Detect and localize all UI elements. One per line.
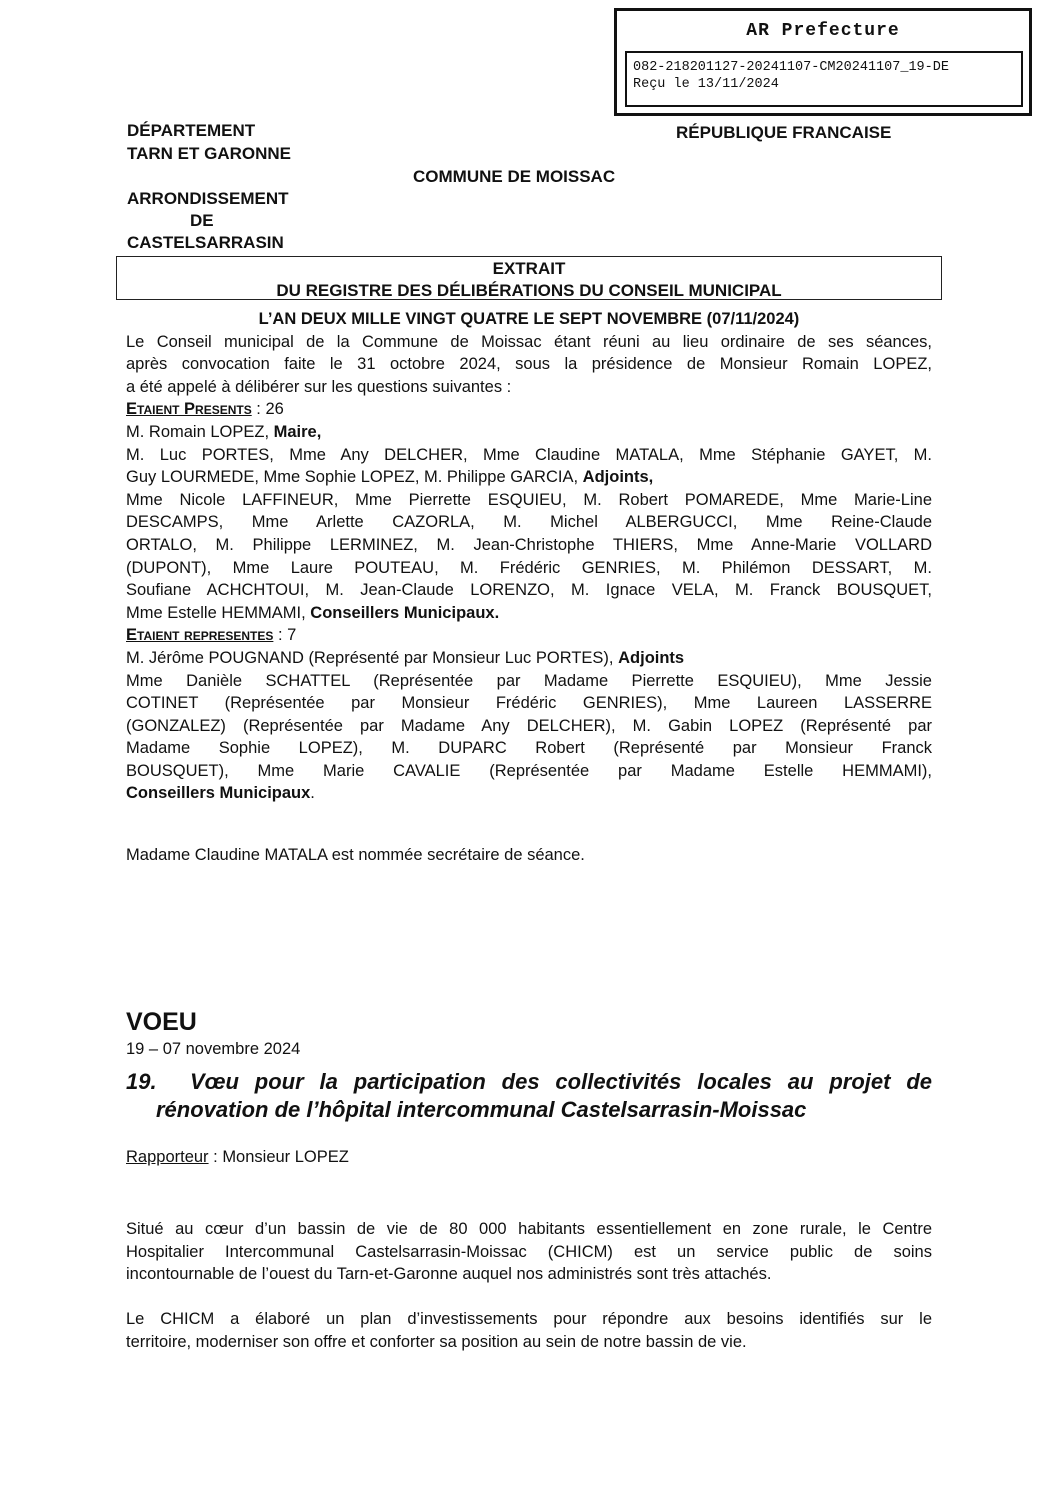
conseillers-line: ORTALO, M. Philippe LERMINEZ, M. Jean-Christophe THIERS, Mme Anne-Marie VOLLARD <box>126 535 932 554</box>
paragraph-line: Le CHICM a élaboré un plan d’investissements pour répondre aux besoins identifiés sur le <box>126 1310 932 1328</box>
conseillers-line: DESCAMPS, Mme Arlette CAZORLA, M. Michel ALBERGUCCI, Mme Reine-Claude <box>126 513 932 532</box>
arrondissement-de: DE <box>190 211 214 230</box>
represented-label: Etaient representes <box>126 626 274 645</box>
arrondissement-label: ARRONDISSEMENT <box>127 189 289 208</box>
conseillers-line: Mme Estelle HEMMAMI, <box>126 603 311 622</box>
intro-line: Le Conseil municipal de la Commune de Moissac étant réuni au lieu ordinaire de ses séances, <box>126 332 932 351</box>
maire-role: Maire, <box>273 422 322 441</box>
represented-line: Madame Sophie LOPEZ), M. DUPARC Robert (Représenté par Monsieur Franck <box>126 739 932 758</box>
prefecture-stamp <box>614 8 1032 116</box>
commune-name: COMMUNE DE MOISSAC <box>413 167 616 186</box>
rapporteur-value: : Monsieur LOPEZ <box>208 1148 349 1166</box>
conseillers-line: Mme Nicole LAFFINEUR, Mme Pierrette ESQUIEU, M. Robert POMAREDE, Mme Marie-Line <box>126 490 932 509</box>
stamp-title: AR Prefecture <box>746 21 900 41</box>
conseillers-line: Soufiane ACHCHTOUI, M. Jean-Claude LORENZO, M. Ignace VELA, M. Franck BOUSQUET, <box>126 581 932 600</box>
presents-label: Etaient Presents <box>126 400 252 419</box>
represented-adjoint: M. Jérôme POUGNAND (Représenté par Monsieur Luc PORTES), <box>126 648 619 667</box>
paragraph-line: incontournable de l’ouest du Tarn-et-Garonne auquel nos administrés sont très attachés. <box>126 1265 772 1284</box>
represented-line: Mme Danièle SCHATTEL (Représentée par Madame Pierrette ESQUIEU), Mme Jessie <box>126 671 932 690</box>
departement-label: DÉPARTEMENT <box>127 121 256 140</box>
conseillers-role: Conseillers Municipaux. <box>310 603 500 622</box>
represented-role-end: . <box>310 784 315 803</box>
paragraph-line: Situé au cœur d’un bassin de vie de 80 000 habitants essentiellement en zone rurale, le Centre <box>126 1220 932 1238</box>
represented-count: : 7 <box>273 626 297 645</box>
voeu-heading-line: Vœu pour la participation des collectivités locales au projet de <box>190 1069 932 1094</box>
secretary-line: Madame Claudine MATALA est nommée secrétaire de séance. <box>126 846 585 864</box>
intro-line: a été appelé à délibérer sur les questions suivantes : <box>126 377 512 396</box>
paragraph-plan <box>126 1308 932 1353</box>
presents-count: : 26 <box>251 400 284 419</box>
represented-line: (GONZALEZ) (Représentée par Madame Any DELCHER), M. Gabin LOPEZ (Représenté par <box>126 716 932 735</box>
arrondissement-name: CASTELSARRASIN <box>127 233 284 252</box>
represented-role: Conseillers Municipaux <box>126 784 311 803</box>
departement-name: TARN ET GARONNE <box>127 144 292 163</box>
voeu-heading <box>126 1068 932 1124</box>
represented-adjoint-role: Adjoints <box>618 648 685 667</box>
voeu-title: VOEU <box>126 1008 197 1036</box>
stamp-received-date: Reçu le 13/11/2024 <box>633 77 779 92</box>
intro-line: après convocation faite le 31 octobre 2024, sous la présidence de Monsieur Romain LOPEZ, <box>126 355 932 374</box>
extrait-box <box>116 256 942 300</box>
extrait-subtitle: DU REGISTRE DES DÉLIBÉRATIONS DU CONSEIL MUNICIPAL <box>276 281 782 300</box>
adjoints-line: Guy LOURMEDE, Mme Sophie LOPEZ, M. Philippe GARCIA, <box>126 468 583 487</box>
adjoints-line: M. Luc PORTES, Mme Any DELCHER, Mme Claudine MATALA, Mme Stéphanie GAYET, M. <box>126 445 932 464</box>
paragraph-line: Hospitalier Intercommunal Castelsarrasin-Moissac (CHICM) est un service public de soins <box>126 1242 932 1261</box>
voeu-date: 19 – 07 novembre 2024 <box>126 1040 301 1058</box>
republique-label: RÉPUBLIQUE FRANCAISE <box>676 123 892 142</box>
rapporteur-line <box>126 1148 349 1167</box>
represented-line: COTINET (Représentée par Monsieur Frédéric GENRIES), Mme Laureen LASSERRE <box>126 694 932 713</box>
rapporteur-label: Rapporteur <box>126 1148 209 1166</box>
deliberation-body <box>126 308 932 805</box>
paragraph-line: territoire, moderniser son offre et conforter sa position au sein de notre bassin de vie. <box>126 1332 747 1351</box>
stamp-inner-box <box>625 51 1023 107</box>
conseillers-line: (DUPONT), Mme Laure POUTEAU, M. Frédéric GENRIES, M. Philémon DESSART, M. <box>126 558 932 577</box>
maire-name: M. Romain LOPEZ, <box>126 422 274 441</box>
voeu-heading-line: rénovation de l’hôpital intercommunal Castelsarrasin-Moissac <box>156 1097 807 1122</box>
adjoints-role: Adjoints, <box>582 468 654 487</box>
extrait-title: EXTRAIT <box>492 259 566 278</box>
represented-line: BOUSQUET), Mme Marie CAVALIE (Représentée par Madame Estelle HEMMAMI), <box>126 761 932 780</box>
voeu-number: 19. <box>126 1069 157 1094</box>
paragraph-context <box>126 1218 932 1286</box>
session-date-line: L’AN DEUX MILLE VINGT QUATRE LE SEPT NOVEMBRE (07/11/2024) <box>258 310 800 328</box>
stamp-reference: 082-218201127-20241107-CM20241107_19-DE <box>633 60 949 75</box>
